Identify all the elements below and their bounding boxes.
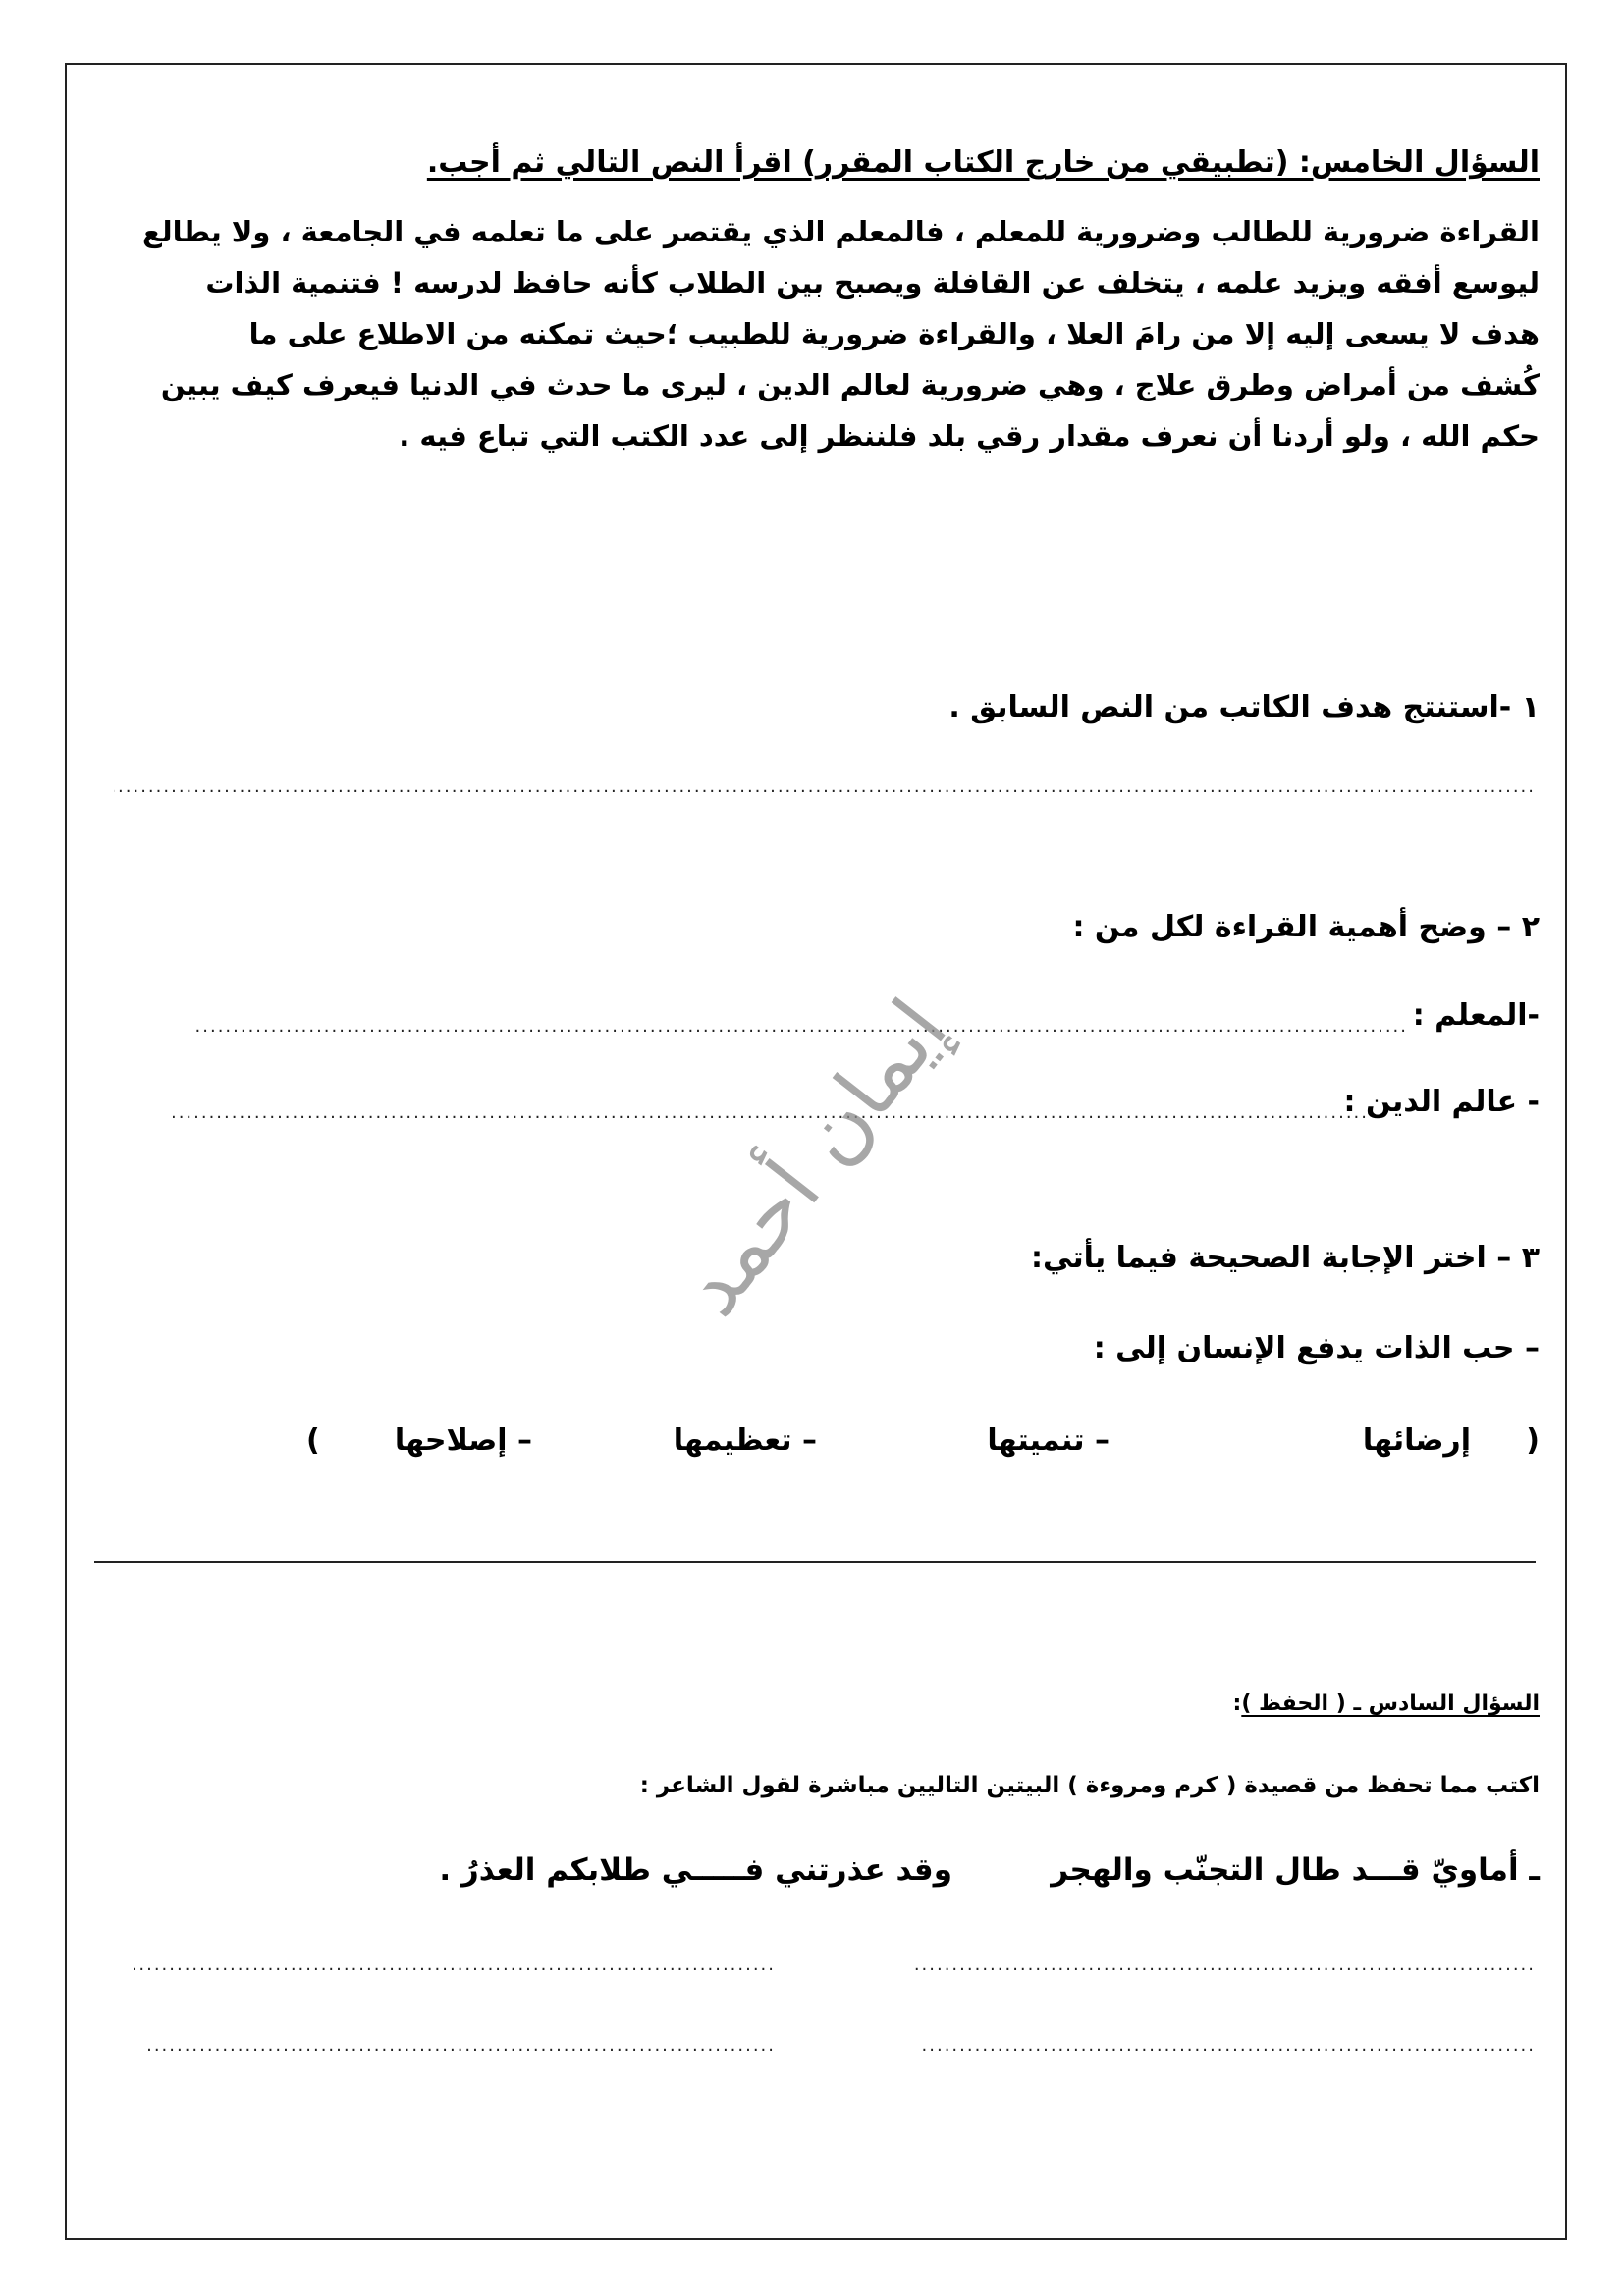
passage-line-4: كُشف من أمراض وطرق علاج ، وهي ضرورية لعالم الدين ، ليرى ما حدث في الدنيا فيعرف كيف يبين [160, 368, 1540, 401]
passage-line-5: حكم الله ، ولو أردنا أن نعرف مقدار رقي بلد فلننظر إلى عدد الكتب التي تباع فيه . [399, 419, 1540, 453]
section-divider [94, 1561, 1536, 1563]
verse-first-half: ـ أماويّ قـــد طال التجنّب والهجر [1051, 1852, 1540, 1888]
answer-line-scholar[interactable] [173, 1103, 1369, 1123]
section6-heading-colon: : [1232, 1691, 1242, 1716]
options-open-paren: ( [1526, 1423, 1540, 1458]
section6-instruction: اكتب مما تحفظ من قصيدة ( كرم ومروءة ) البيتين التاليين مباشرة لقول الشاعر : [639, 1773, 1540, 1798]
answer-line-teacher[interactable] [192, 1017, 1408, 1037]
q2-scholar-label: - عالم الدين : [1343, 1085, 1540, 1119]
answer-line-q1[interactable] [114, 777, 1536, 797]
answer-line-verse2-first[interactable] [919, 2036, 1536, 2056]
answer-line-verse1-first[interactable] [913, 1955, 1536, 1975]
question-3: ٣ – اختر الإجابة الصحيحة فيما يأتي: [1031, 1241, 1540, 1275]
passage-line-2: ليوسع أفقه ويزيد علمه ، يتخلف عن القافلة ويصبح بين الطلاب كأنه حافظ لدرسه ! فتنمية الذات [205, 266, 1540, 299]
section6-heading [1233, 1691, 1541, 1716]
question-3-stem: – حب الذات يدفع الإنسان إلى : [1093, 1331, 1540, 1365]
q2-teacher-label: -المعلم : [1412, 998, 1540, 1033]
option-4[interactable]: – إصلاحها [394, 1423, 532, 1458]
watermark: إيمان أحمد [661, 982, 966, 1333]
reading-passage [104, 206, 1540, 461]
passage-line-1: القراءة ضرورية للطالب وضرورية للمعلم ، فالمعلم الذي يقتصر على ما تعلمه في الجامعة ، ولا يطالع [141, 215, 1540, 248]
section6-heading-text: السؤال السادس ـ ( الحفظ ) [1241, 1691, 1540, 1716]
option-2[interactable]: – تنميتها [987, 1423, 1110, 1458]
verse-second-half: وقد عذرتني فـــــي طلابكم العذرُ . [439, 1852, 952, 1888]
option-1[interactable]: إرضائها [1362, 1423, 1471, 1458]
section5-heading: السؤال الخامس: (تطبيقي من خارج الكتاب المقرر) اقرأ النص التالي ثم أجب. [426, 145, 1540, 180]
options-close-paren: ) [306, 1423, 320, 1458]
answer-line-verse2-second[interactable] [143, 2036, 776, 2056]
question-2: ٢ – وضح أهمية القراءة لكل من : [1072, 910, 1540, 944]
option-3[interactable]: – تعظيمها [673, 1423, 817, 1458]
passage-line-3: هدف لا يسعى إليه إلا من رامَ العلا ، والقراءة ضرورية للطبيب ؛حيث تمكنه من الاطلاع على ما [248, 317, 1540, 350]
answer-line-verse1-second[interactable] [134, 1955, 776, 1975]
question-1: ١ -استنتج هدف الكاتب من النص السابق . [948, 690, 1540, 724]
